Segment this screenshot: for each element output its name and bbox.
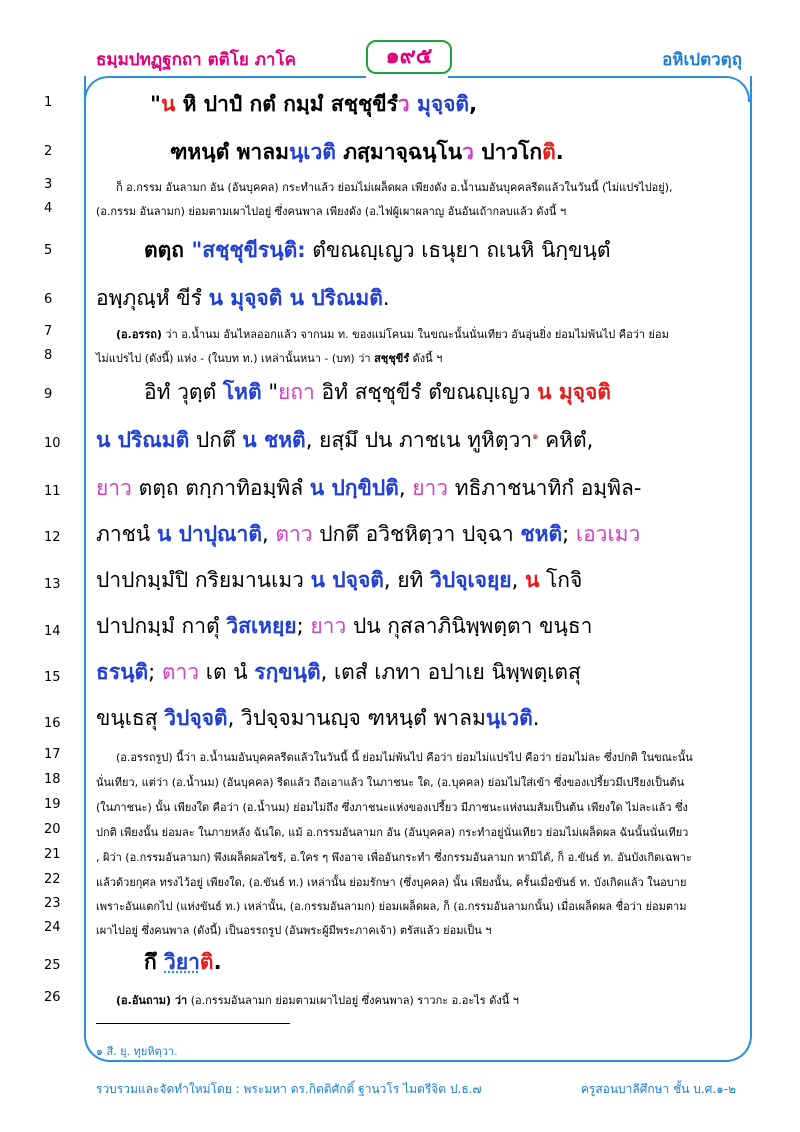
- translation-line: , ผิว่า (อ.กรรมอันลามก) พึงเผล็ดผลไซร้, อ.ใคร ๆ พึงอาจ เพื่ออันกระทำ ซึ่งกรรมอันลามก หามิได้, ก็ อ.ขันธ์ ท. อันบังเกิดเฉพาะ: [96, 851, 692, 864]
- commentary-highlight: รกฺขนฺติ: [254, 660, 321, 684]
- commentary-text: ": [261, 380, 278, 404]
- commentary-text: อิทํ สชฺชุขีรํ ตํขณญฺเญว: [314, 380, 538, 404]
- commentary-text: ปาปกมฺมํปิ กริยมานเมว: [96, 568, 311, 592]
- commentary-text: ปกตึ อวิชหิตฺวา ปจฺฉา: [312, 522, 521, 546]
- line-number: 16: [44, 716, 61, 731]
- commentary-highlight: วิสเหยฺย: [226, 614, 297, 638]
- commentary-highlight: เอวเมว: [575, 522, 641, 546]
- commentary-highlight: วิปจฺเจยฺย: [430, 568, 512, 592]
- verse-highlight: ว: [462, 140, 474, 164]
- translation-line: [116, 991, 744, 1009]
- verse-text: ภสฺมาจฺฉนฺโน: [335, 140, 463, 164]
- commentary-text: .: [382, 286, 390, 310]
- header-story-title: อหิเปตวตฺถุ: [662, 50, 742, 70]
- commentary-text: , วิปจฺจมานญฺจ ฑหนฺตํ พาลม: [227, 706, 486, 730]
- verse-highlight: นฺเวติ: [288, 140, 336, 164]
- line-number: 2: [44, 144, 53, 159]
- verse-text: ฑหนฺตํ พาลม: [170, 140, 289, 164]
- line-number: 21: [44, 847, 61, 862]
- footnote-rule: [96, 1023, 290, 1024]
- translation-line: (ในภาชนะ) นั้น เพียงใด คือว่า (อ.น้ำนม) ย่อมไม่ถึง ซึ่งภาชนะแห่งของเปรี้ยว มีภาชนะแห่งนมส้มเป็นต้น เพียงใด ไม่ละแล้ว ซึ่ง: [96, 801, 688, 814]
- footer-teacher: ครูสอนบาลีศึกษา ชั้น บ.ศ.๑-๒: [580, 1082, 736, 1096]
- line-number: 8: [44, 348, 53, 363]
- verse-highlight: มุจฺจติ: [416, 92, 470, 116]
- translation-line: ปกติ เพียงนั้น ย่อมละ ในภายหลัง ฉันใด, แม้ อ.กรรมอันลามก อัน (อันบุคคล) กระทำอยู่นั่นเทียว ย่อมไม่เผล็ดผล ฉันนั้นนั่นเทียว: [96, 826, 689, 839]
- commentary-text: คหิตํ,: [538, 428, 594, 452]
- verse-text: [410, 92, 417, 116]
- line-number: 11: [44, 484, 61, 499]
- page-footer: [96, 1080, 736, 1099]
- commentary-line-5: [144, 234, 772, 267]
- commentary-text: ตตฺถ ตกฺกาทิอมฺพิลํ: [131, 476, 310, 500]
- line-number: 23: [44, 896, 61, 911]
- translation-bold: (อ.อันถาม) ว่า: [116, 994, 188, 1007]
- commentary-highlight: น ปจฺจติ: [310, 568, 384, 592]
- commentary-text: ,: [398, 476, 406, 500]
- verse-text: ": [150, 92, 161, 116]
- commentary-text: ;: [148, 660, 162, 684]
- commentary-text: โกจิ: [539, 568, 583, 592]
- translation-line: เผาไปอยู่ ซึ่งคนพาล (ดังนี้) เป็นอรรถรูป (อันพระผู้มีพระภาคเจ้า) ตรัสแล้ว ย่อมเป็น ฯ: [96, 924, 492, 937]
- translation-text: (อ.กรรมอันลามก ย่อมตามเผาไปอยู่ ซึ่งคนพาล) ราวกะ อ.อะไร ดังนี้ ฯ: [187, 994, 519, 1007]
- commentary-highlight: น: [524, 568, 540, 592]
- line-number: 24: [44, 920, 61, 935]
- line-number: 18: [44, 772, 61, 787]
- commentary-line-11: [96, 472, 724, 505]
- verse-highlight: ติ: [542, 140, 556, 164]
- commentary-line-13: [96, 564, 724, 597]
- commentary-highlight: ยถา: [277, 380, 315, 404]
- commentary-highlight: ติ: [199, 950, 214, 974]
- commentary-highlight: "สชฺชุขีรนฺติ:: [191, 238, 306, 262]
- verse-line-1: [150, 88, 778, 121]
- translation-line: (อ.อรรถรูป) นี้ว่า อ.น้ำนมอันบุคคลรีดแล้วในวันนี้ นี้ ย่อมไม่พ้นไป คือว่า ย่อมไม่แปรไป คือว่า ย่อมไม่ละ ซึ่งปกติ ในขณะนั้น: [116, 751, 693, 764]
- commentary-highlight: น มุจฺจติ น ปริณมติ: [208, 286, 383, 310]
- commentary-highlight: ยาว: [96, 476, 132, 500]
- translation-bold: สชฺชุขีรํ: [374, 352, 410, 365]
- line-number: 12: [44, 530, 61, 545]
- commentary-highlight: น ปกฺขิปติ: [309, 476, 399, 500]
- line-number: 3: [44, 177, 53, 192]
- verse-highlight: ว: [397, 92, 410, 116]
- commentary-line-9: [144, 376, 772, 409]
- line-number: 4: [44, 201, 53, 216]
- commentary-text: .: [532, 706, 540, 730]
- translation-line: แล้วด้วยกุศล ทรงไว้อยู่ เพียงใด, (อ.ขันธ์ ท.) เหล่านั้น ย่อมรักษา (ซึ่งบุคคล) นั้น เพียงนั้น, ครั้นเมื่อขันธ์ ท. บังเกิดแล้ว ในอบาย: [96, 876, 687, 889]
- commentary-highlight: ชหติ: [520, 522, 563, 546]
- commentary-line-14: [96, 610, 724, 643]
- line-number: 5: [44, 243, 53, 258]
- commentary-highlight: น ปาปุณาติ: [156, 522, 262, 546]
- commentary-highlight: ตาว: [161, 660, 200, 684]
- line-number: 26: [44, 990, 61, 1005]
- verse-text: ,: [469, 92, 478, 116]
- commentary-text: กึ: [144, 950, 165, 974]
- commentary-line-16: [96, 702, 724, 735]
- commentary-text: ปน กุสลาภินิพฺพตฺตา ขนฺธา: [346, 614, 593, 638]
- commentary-text: ตํขณญฺเญว เธนุยา ถเนหิ นิกฺขนฺตํ: [305, 238, 611, 262]
- commentary-text: อิทํ วุตฺตํ: [144, 380, 223, 404]
- translation-text: ไม่แปรไป (ดังนี้) แห่ง - (ในบท ท.) เหล่านั้นหนา - (บท) ว่า: [96, 352, 375, 365]
- commentary-highlight: น มุจฺจติ: [537, 380, 611, 404]
- commentary-text: ขนฺเธสุ: [96, 706, 165, 730]
- commentary-text: เต นํ: [199, 660, 255, 684]
- commentary-text: , เตสํ เภทา อปาเย นิพฺพตฺเตสุ: [320, 660, 581, 684]
- commentary-text: ตตฺถ: [144, 238, 192, 262]
- commentary-text: , ยสฺมึ ปน ภาชเน ทูหิตฺวา: [305, 428, 533, 452]
- commentary-text: ภาชนํ: [96, 522, 157, 546]
- commentary-highlight: ธรนฺติ: [96, 660, 149, 684]
- commentary-highlight: ตาว: [275, 522, 313, 546]
- line-number: 1: [44, 95, 53, 110]
- verse-text: .: [555, 140, 564, 164]
- line-number: 25: [44, 958, 61, 973]
- line-number: 17: [44, 747, 61, 762]
- commentary-highlight: นฺเวติ: [485, 706, 533, 730]
- verse-text: ปาวโก: [473, 140, 543, 164]
- line-number: 19: [44, 797, 61, 812]
- commentary-highlight: วิยา: [164, 950, 200, 974]
- translation-bold: (อ.อรรถ): [116, 328, 162, 341]
- translation-text: ว่า อ.น้ำนม อันไหลออกแล้ว จากนม ท. ของแม่โคนม ในขณะนั้นนั่นเทียว อันอุ่นยิ่ง ย่อมไม่พ้นไป คือว่า ย่อม: [161, 328, 669, 341]
- verse-highlight: น: [160, 92, 176, 116]
- footer-compiler: รวบรวมและจัดทำใหม่โดย : พระมหา ดร.กิตติศักดิ์ ฐานวโร ไมตรีจิต ป.ธ.๗: [96, 1082, 482, 1096]
- translation-line: (อ.กรรม อันลามก) ย่อมตามเผาไปอยู่ ซึ่งคนพาล เพียงดัง (อ.ไฟผู้เผาผลาญ อันอันเถ้ากลบแล้ว ดังนี้ ฯ: [96, 205, 567, 218]
- commentary-text: ,: [511, 568, 525, 592]
- page-number-badge: ๑๙๕: [366, 40, 452, 74]
- commentary-text: ปกตึ: [189, 428, 243, 452]
- commentary-highlight: ยาว: [310, 614, 347, 638]
- commentary-text: , ยทิ: [383, 568, 431, 592]
- translation-line: เพราะอันแตกไป (แห่งขันธ์ ท.) เหล่านั้น, (อ.กรรมอันลามก) ย่อมเผล็ดผล, ก็ (อ.กรรมอันลามกนั้น) เมื่อเผล็ดผล ชื่อว่า ย่อมตาม: [96, 900, 687, 913]
- translation-line: [116, 325, 744, 343]
- translation-line: ก็ อ.กรรม อันลามก อัน (อันบุคคล) กระทำแล้ว ย่อมไม่เผล็ดผล เพียงดัง อ.น้ำนมอันบุคคลรีดแล้วในวันนี้ (ไม่แปรไปอยู่),: [116, 181, 673, 194]
- commentary-line-25: [144, 946, 772, 979]
- commentary-text: ปาปกมฺมํ กาตุํ: [96, 614, 227, 638]
- line-number: 7: [44, 324, 53, 339]
- line-number: 13: [44, 577, 61, 592]
- commentary-highlight: ยาว: [405, 476, 449, 500]
- line-number: 9: [44, 387, 53, 402]
- commentary-highlight: น ปริณมติ: [96, 428, 190, 452]
- translation-line: นั่นเทียว, แต่ว่า (อ.น้ำนม) (อันบุคคล) รีดแล้ว ถือเอาแล้ว ในภาชนะ ใด, (อ.บุคคล) ย่อมไม่ใส่เข้า ซึ่งของเปรี้ยวมีเปรียงเป็นต้น: [96, 776, 685, 789]
- line-number: 6: [44, 292, 53, 307]
- line-number: 10: [44, 436, 61, 451]
- commentary-highlight: วิปจฺจติ: [164, 706, 228, 730]
- translation-text: ดังนี้ ฯ: [409, 352, 443, 365]
- line-number: 14: [44, 624, 61, 639]
- commentary-highlight: น ชหติ: [242, 428, 306, 452]
- commentary-line-15: [96, 656, 724, 689]
- line-number: 15: [44, 670, 61, 685]
- commentary-line-12: [96, 518, 724, 551]
- header-book-title: ธมฺมปทฏฺฐกถา ตติโย ภาโค: [96, 50, 296, 70]
- line-number: 22: [44, 872, 61, 887]
- translation-line: [96, 349, 724, 367]
- commentary-highlight: โหติ: [222, 380, 262, 404]
- commentary-line-6: [96, 282, 724, 315]
- verse-line-2: [170, 136, 798, 169]
- commentary-text: ทธิภาชนาทิกํ อมฺพิล-: [448, 476, 642, 500]
- commentary-text: .: [213, 950, 222, 974]
- commentary-text: อพฺภุณฺหํ ขีรํ: [96, 286, 209, 310]
- line-number: 20: [44, 822, 61, 837]
- footnote: ๑ สี. ยุ. ทุยหิตฺวา.: [96, 1045, 178, 1058]
- footnote-marker: ๑: [532, 431, 539, 442]
- commentary-text: ,: [261, 522, 276, 546]
- commentary-text: ;: [562, 522, 576, 546]
- verse-text: หิ ปาปํ กตํ กมฺมํ สชฺชุขีรํ: [175, 92, 398, 116]
- commentary-line-10: [96, 424, 724, 457]
- commentary-text: ;: [296, 614, 311, 638]
